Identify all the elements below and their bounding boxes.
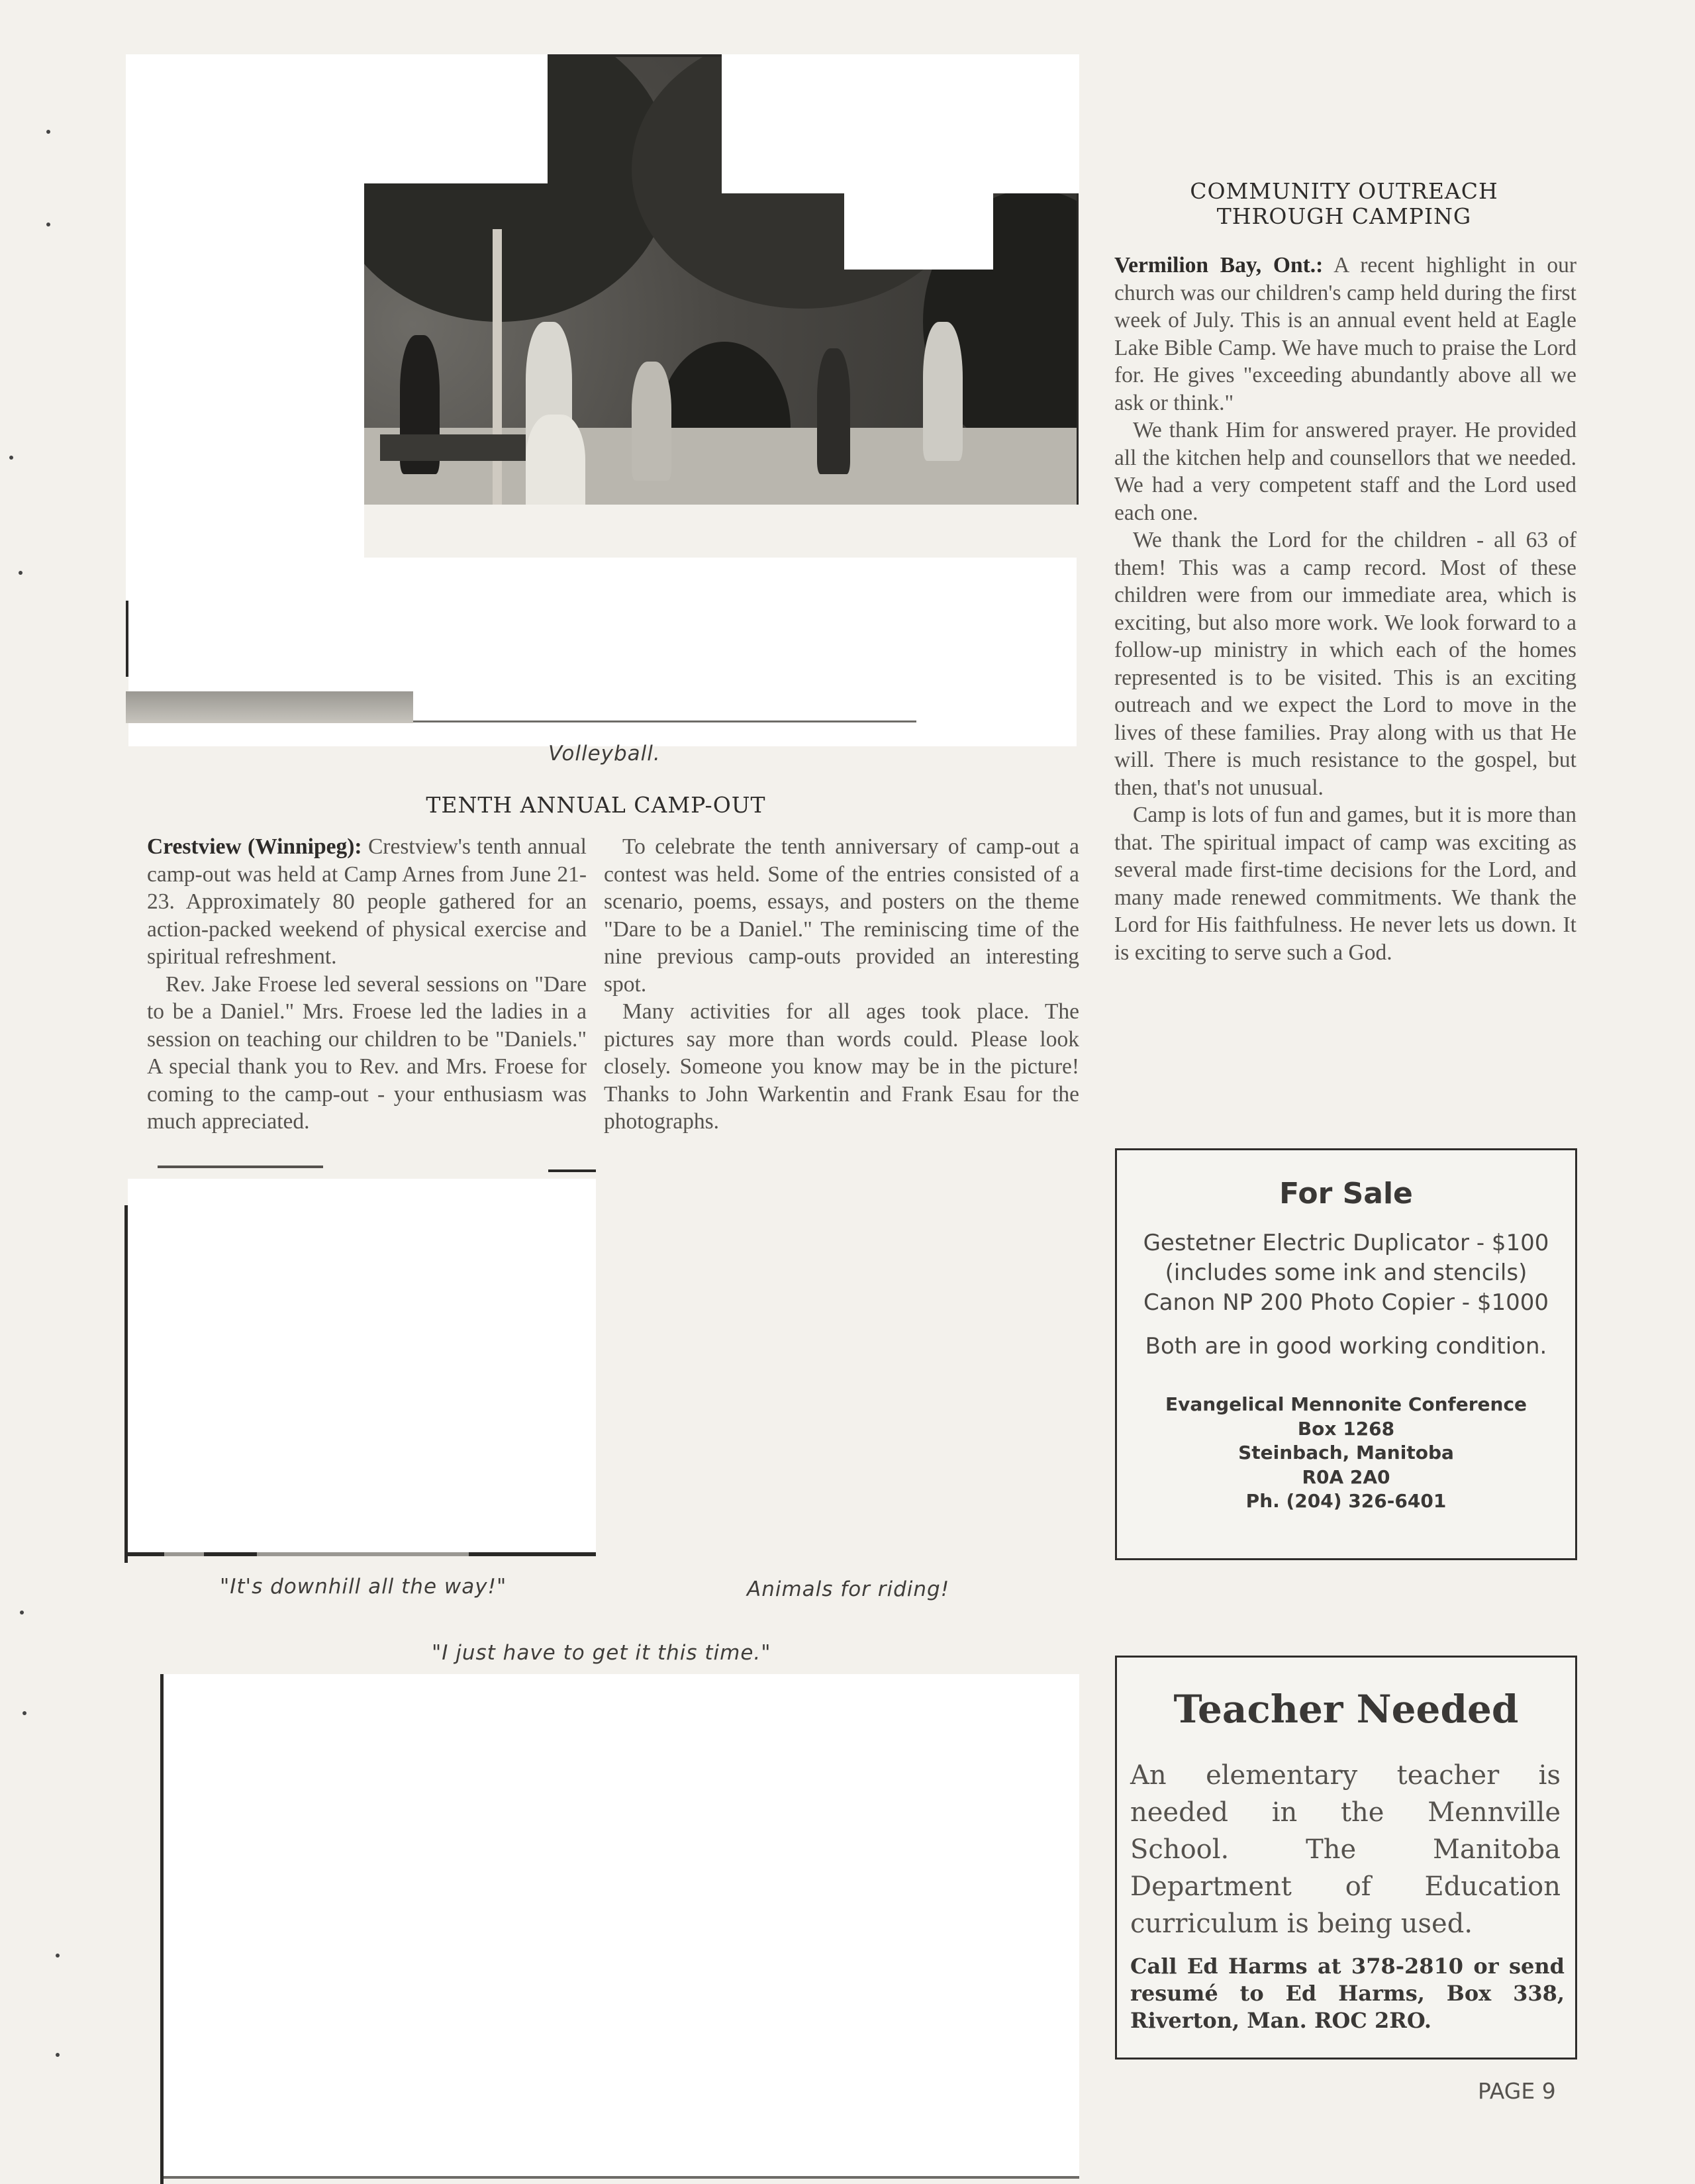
volleyball-caption: Volleyball. (548, 742, 661, 766)
for-sale-ad (1115, 1148, 1577, 1560)
photo-mask (257, 1552, 469, 1556)
photo-bottom-edge (164, 2176, 1079, 2179)
margin-speck (56, 2053, 60, 2057)
teacher-needed-ad (1115, 1656, 1577, 2060)
outreach-headline-line: COMMUNITY OUTREACH (1190, 178, 1498, 204)
get-it-caption: "I just have to get it this time." (432, 1641, 771, 1665)
outreach-headline-line: THROUGH CAMPING (1216, 203, 1472, 229)
outreach-column (1114, 252, 1576, 966)
contact-box: Box 1268 (1297, 1417, 1395, 1440)
campout-column-left (147, 833, 587, 1136)
sale-item: Gestetner Electric Duplicator - $100 (1143, 1230, 1549, 1256)
margin-speck (9, 456, 13, 460)
dateline: Vermilion Bay, Ont.: (1114, 253, 1324, 277)
campout-paragraph: Crestview (Winnipeg): Crestview's tenth annual camp-out was held at Camp Arnes from June 21-23. Approximately 80 people gathered for an action-packed weekend of physical exercise and spiritual refreshment. (147, 834, 587, 969)
sale-contact (1117, 1393, 1575, 1514)
photo-mask (128, 1179, 596, 1553)
for-sale-items (1117, 1228, 1575, 1318)
sale-item: Canon NP 200 Photo Copier - $1000 (1143, 1289, 1549, 1316)
margin-speck (20, 1611, 24, 1614)
photo-mask (722, 54, 1079, 193)
campout-headline: TENTH ANNUAL CAMP-OUT (426, 792, 766, 818)
animals-caption: Animals for riding! (747, 1577, 950, 1601)
sale-condition: Both are in good working condition. (1145, 1333, 1547, 1360)
contact-postal: R0A 2A0 (1302, 1465, 1390, 1488)
outreach-paragraph: We thank Him for answered prayer. He provided all the kitchen help and counsellors that we needed. We had a very competent staff and the Lord used each one. (1114, 418, 1576, 525)
contact-city: Steinbach, Manitoba (1238, 1442, 1454, 1464)
teacher-contact: Call Ed Harms at 378-2810 or send resumé to Ed Harms, Box 338, Riverton, Man. ROC 2RO. (1130, 1954, 1565, 2033)
margin-speck (19, 571, 23, 575)
photo-mask (164, 1674, 1079, 2176)
campout-paragraph: Many activities for all ages took place. The pictures say more than words could. Please look closely. Someone you know may be in the picture! Thanks to John Warkentin and Frank Esau for the photographs. (604, 999, 1079, 1134)
contact-org: Evangelical Mennonite Conference (1165, 1393, 1527, 1415)
photo-mask (126, 54, 548, 183)
photo-mask (126, 183, 364, 601)
dateline: Crestview (Winnipeg): (147, 834, 362, 859)
bottom-photo-frame (160, 1674, 1079, 2184)
campout-paragraph: Rev. Jake Froese led several sessions on "Dare to be a Daniel." Mrs. Froese led the ladies in a session on teaching our children to be "Daniels." A special thank you to Rev. and Mrs. Froese for coming to the camp-out - your enthusiasm was much appreciated. (147, 971, 587, 1134)
photo-mask (844, 193, 993, 270)
outreach-paragraph: Camp is lots of fun and games, but it is more than that. The spiritual impact of camp was exciting as several made first-time decisions for the Lord, and many made renewed commitments. We thank the Lord for His faithfulness. He never lets us down. It is exciting to serve such a God. (1114, 803, 1576, 965)
margin-speck (23, 1711, 26, 1715)
campout-column-right (604, 833, 1079, 1136)
contact-phone: Ph. (204) 326-6401 (1245, 1490, 1447, 1512)
downhill-photo-frame (124, 1166, 596, 1563)
photo-bottom-edge (413, 720, 916, 722)
teacher-body: An elementary teacher is needed in the Mennville School. The Manitoba Department of Education curriculum is being used. (1130, 1760, 1561, 1939)
photo-mask (164, 1552, 204, 1556)
downhill-caption: "It's downhill all the way!" (220, 1575, 507, 1599)
outreach-headline (1112, 179, 1576, 229)
photo-top-edge (158, 1166, 323, 1168)
for-sale-title: For Sale (1279, 1177, 1413, 1211)
page-number: PAGE 9 (1478, 2078, 1556, 2104)
outreach-paragraph: We thank the Lord for the children - all 63 of them! This was a camp record. Most of these children were from our immediate area, which is exciting, but also more work. We look forward to a follow-up ministry in which each of the homes represented is to be visited. This is an exciting outreach and we expect the Lord to move in the lives of these families. Pray along with us that He will. There is much resistance to the gospel, but then, that's not unusual. (1114, 528, 1576, 800)
margin-speck (46, 130, 50, 134)
teacher-title: Teacher Needed (1173, 1687, 1519, 1732)
photo-top-edge (548, 1169, 596, 1172)
campout-paragraph: To celebrate the tenth anniversary of camp-out a contest was held. Some of the entries consisted of a scenario, poems, essays, and posters on the theme "Dare to be a Daniel." The reminiscing time of the nine previous camp-outs provided an interesting spot. (604, 834, 1079, 997)
outreach-paragraph: Vermilion Bay, Ont.: A recent highlight in our church was our children's camp held during the first week of July. This is an annual event held at Eagle Lake Bible Camp. We have much to praise the Lord for. He gives "exceeding abundantly above all we ask or think." (1114, 253, 1576, 415)
photo-bottom-strip (126, 691, 413, 723)
margin-speck (46, 223, 50, 226)
sale-item-note: (includes some ink and stencils) (1165, 1260, 1527, 1286)
margin-speck (56, 1954, 60, 1958)
volleyball-photo-frame (126, 54, 1079, 727)
